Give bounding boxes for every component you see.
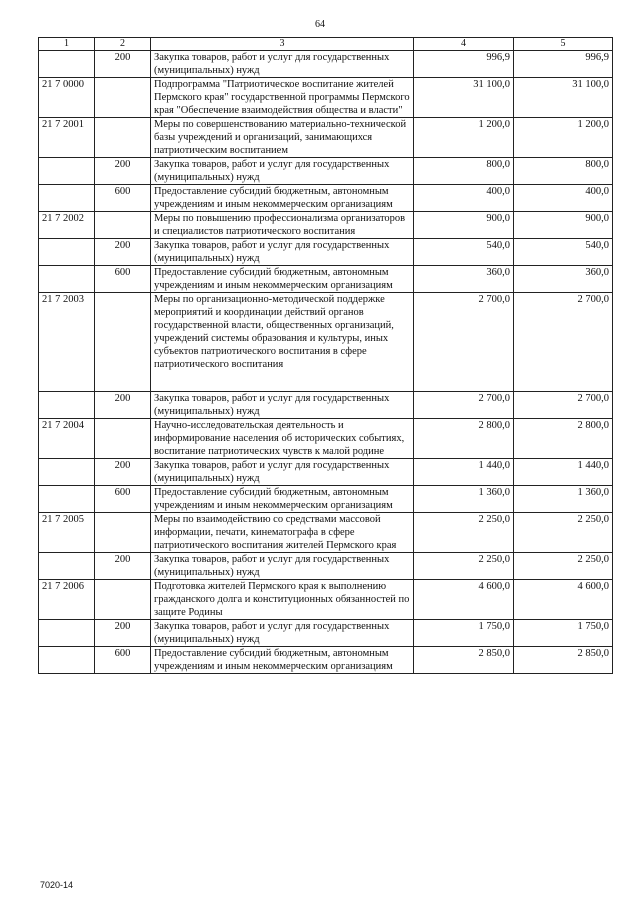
item-name-cell: Закупка товаров, работ и услуг для государственных (муниципальных) нужд xyxy=(151,239,414,266)
amount-cell-col5: 2 700,0 xyxy=(514,392,613,419)
page-number: 64 xyxy=(315,19,325,30)
table-row xyxy=(39,51,613,78)
item-name-cell: Закупка товаров, работ и услуг для государственных (муниципальных) нужд xyxy=(151,553,414,580)
column-header: 2 xyxy=(95,38,151,51)
expense-type-cell xyxy=(95,580,151,620)
target-code-cell xyxy=(39,620,95,647)
target-code-cell xyxy=(39,553,95,580)
amount-cell-col5: 4 600,0 xyxy=(514,580,613,620)
amount-cell-col4: 2 800,0 xyxy=(414,419,514,459)
amount-cell-col4: 900,0 xyxy=(414,212,514,239)
item-name-cell: Меры по взаимодействию со средствами массовой информации, печати, кинематографа в сфере патриотического воспитания жителей Пермского края xyxy=(151,513,414,553)
amount-cell-col5: 1 440,0 xyxy=(514,459,613,486)
item-name-cell: Закупка товаров, работ и услуг для государственных (муниципальных) нужд xyxy=(151,459,414,486)
amount-cell-col4: 800,0 xyxy=(414,158,514,185)
amount-cell-col5: 900,0 xyxy=(514,212,613,239)
expense-type-cell xyxy=(95,78,151,118)
amount-cell-col4: 31 100,0 xyxy=(414,78,514,118)
target-code-cell xyxy=(39,51,95,78)
target-code-cell xyxy=(39,239,95,266)
amount-cell-col4: 2 850,0 xyxy=(414,647,514,674)
table-row xyxy=(39,293,613,392)
column-header: 4 xyxy=(414,38,514,51)
item-name-cell: Закупка товаров, работ и услуг для государственных (муниципальных) нужд xyxy=(151,620,414,647)
amount-cell-col5: 800,0 xyxy=(514,158,613,185)
expense-type-cell: 600 xyxy=(95,486,151,513)
target-code-cell xyxy=(39,158,95,185)
table-row xyxy=(39,185,613,212)
amount-cell-col4: 2 700,0 xyxy=(414,392,514,419)
expense-type-cell: 200 xyxy=(95,392,151,419)
item-name-cell: Предоставление субсидий бюджетным, автономным учреждениям и иным некоммерческим организациям xyxy=(151,185,414,212)
table-row xyxy=(39,513,613,553)
column-header: 3 xyxy=(151,38,414,51)
expense-type-cell xyxy=(95,513,151,553)
amount-cell-col5: 1 750,0 xyxy=(514,620,613,647)
target-code-cell xyxy=(39,486,95,513)
table-row xyxy=(39,239,613,266)
table-row xyxy=(39,392,613,419)
target-code-cell xyxy=(39,647,95,674)
target-code-cell xyxy=(39,459,95,486)
item-name-cell: Меры по совершенствованию материально-технической базы учреждений и организаций, занимающихся патриотическим воспитанием xyxy=(151,118,414,158)
amount-cell-col4: 2 700,0 xyxy=(414,293,514,392)
amount-cell-col4: 2 250,0 xyxy=(414,553,514,580)
column-header: 5 xyxy=(514,38,613,51)
expense-type-cell: 200 xyxy=(95,51,151,78)
item-name-cell: Меры по повышению профессионализма организаторов и специалистов патриотического воспитания xyxy=(151,212,414,239)
amount-cell-col5: 2 800,0 xyxy=(514,419,613,459)
expense-type-cell: 600 xyxy=(95,647,151,674)
expense-type-cell xyxy=(95,212,151,239)
table-row xyxy=(39,486,613,513)
budget-table xyxy=(38,37,613,674)
table-row xyxy=(39,580,613,620)
item-name-cell: Подпрограмма "Патриотическое воспитание жителей Пермского края" государственной программы Пермского края "Обеспечение взаимодействия общества и власти" xyxy=(151,78,414,118)
amount-cell-col4: 1 200,0 xyxy=(414,118,514,158)
amount-cell-col4: 1 440,0 xyxy=(414,459,514,486)
table-row xyxy=(39,158,613,185)
table-row xyxy=(39,118,613,158)
table-row xyxy=(39,459,613,486)
expense-type-cell: 200 xyxy=(95,620,151,647)
amount-cell-col5: 996,9 xyxy=(514,51,613,78)
expense-type-cell xyxy=(95,419,151,459)
target-code-cell: 21 7 2001 xyxy=(39,118,95,158)
amount-cell-col5: 400,0 xyxy=(514,185,613,212)
amount-cell-col5: 1 360,0 xyxy=(514,486,613,513)
document-code: 7020-14 xyxy=(40,880,74,890)
amount-cell-col4: 1 360,0 xyxy=(414,486,514,513)
expense-type-cell: 200 xyxy=(95,239,151,266)
amount-cell-col4: 360,0 xyxy=(414,266,514,293)
amount-cell-col5: 2 700,0 xyxy=(514,293,613,392)
expense-type-cell xyxy=(95,118,151,158)
table-row xyxy=(39,620,613,647)
amount-cell-col4: 996,9 xyxy=(414,51,514,78)
table-row xyxy=(39,553,613,580)
item-name-cell: Меры по организационно-методической поддержке мероприятий и координации действий органов государственной власти, общественных организаций, учреждений системы образования и культуры, иных субъектов патриотического воспитания в сфере патриотического воспитания xyxy=(151,293,414,392)
target-code-cell xyxy=(39,392,95,419)
table-row xyxy=(39,212,613,239)
target-code-cell: 21 7 2006 xyxy=(39,580,95,620)
expense-type-cell: 200 xyxy=(95,459,151,486)
item-name-cell: Подготовка жителей Пермского края к выполнению гражданского долга и конституционных обязанностей по защите Родины xyxy=(151,580,414,620)
amount-cell-col5: 2 850,0 xyxy=(514,647,613,674)
amount-cell-col5: 360,0 xyxy=(514,266,613,293)
amount-cell-col5: 2 250,0 xyxy=(514,553,613,580)
item-name-cell: Научно-исследовательская деятельность и информирование населения об исторических событиях, воспитание патриотических чувств к малой родине xyxy=(151,419,414,459)
table-header-row xyxy=(39,38,613,51)
amount-cell-col4: 400,0 xyxy=(414,185,514,212)
item-name-cell: Предоставление субсидий бюджетным, автономным учреждениям и иным некоммерческим организациям xyxy=(151,486,414,513)
table-row xyxy=(39,266,613,293)
target-code-cell: 21 7 2003 xyxy=(39,293,95,392)
amount-cell-col5: 540,0 xyxy=(514,239,613,266)
expense-type-cell: 200 xyxy=(95,553,151,580)
target-code-cell: 21 7 2004 xyxy=(39,419,95,459)
amount-cell-col4: 1 750,0 xyxy=(414,620,514,647)
target-code-cell xyxy=(39,185,95,212)
expense-type-cell: 200 xyxy=(95,158,151,185)
target-code-cell: 21 7 2005 xyxy=(39,513,95,553)
amount-cell-col5: 31 100,0 xyxy=(514,78,613,118)
expense-type-cell: 600 xyxy=(95,185,151,212)
amount-cell-col4: 4 600,0 xyxy=(414,580,514,620)
item-name-cell: Закупка товаров, работ и услуг для государственных (муниципальных) нужд xyxy=(151,158,414,185)
amount-cell-col5: 2 250,0 xyxy=(514,513,613,553)
item-name-cell: Закупка товаров, работ и услуг для государственных (муниципальных) нужд xyxy=(151,392,414,419)
amount-cell-col5: 1 200,0 xyxy=(514,118,613,158)
item-name-cell: Предоставление субсидий бюджетным, автономным учреждениям и иным некоммерческим организациям xyxy=(151,647,414,674)
amount-cell-col4: 540,0 xyxy=(414,239,514,266)
target-code-cell: 21 7 0000 xyxy=(39,78,95,118)
target-code-cell xyxy=(39,266,95,293)
item-name-cell: Предоставление субсидий бюджетным, автономным учреждениям и иным некоммерческим организациям xyxy=(151,266,414,293)
table-row xyxy=(39,647,613,674)
target-code-cell: 21 7 2002 xyxy=(39,212,95,239)
table-row xyxy=(39,419,613,459)
expense-type-cell: 600 xyxy=(95,266,151,293)
item-name-cell: Закупка товаров, работ и услуг для государственных (муниципальных) нужд xyxy=(151,51,414,78)
expense-type-cell xyxy=(95,293,151,392)
column-header: 1 xyxy=(39,38,95,51)
amount-cell-col4: 2 250,0 xyxy=(414,513,514,553)
table-row xyxy=(39,78,613,118)
